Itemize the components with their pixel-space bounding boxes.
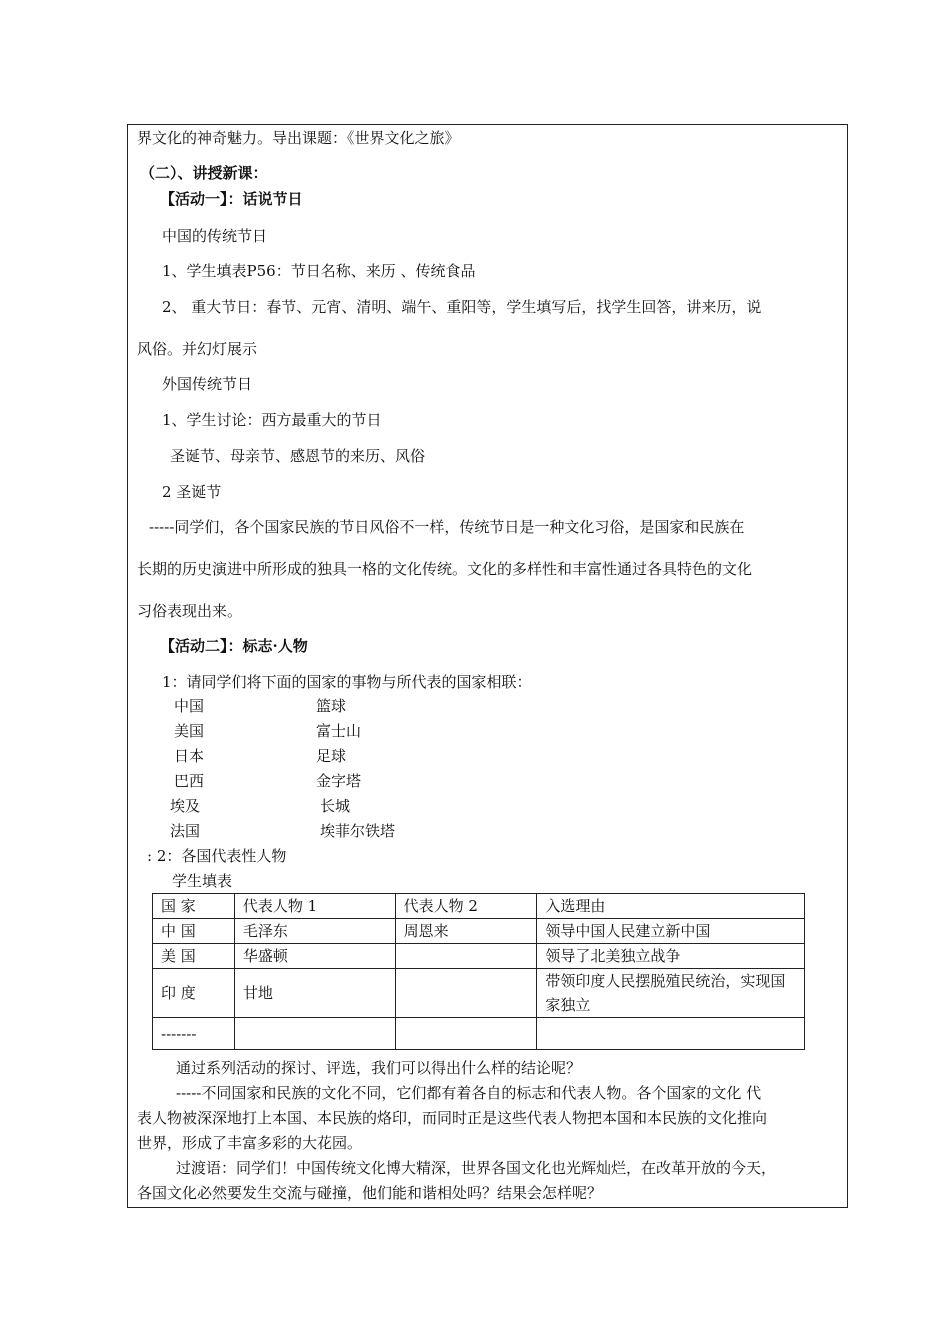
table-cell (537, 1018, 805, 1050)
table-cell: 周恩来 (395, 919, 537, 944)
table-cell: 中 国 (153, 919, 235, 944)
activity-heading: 【活动一】：话说节日 (160, 190, 303, 208)
match-country: 中国 (174, 697, 205, 715)
table-cell (234, 1018, 395, 1050)
match-item: 篮球 (316, 697, 347, 715)
match-country: 埃及 (170, 797, 201, 815)
section-heading: （二）、讲授新课： (140, 164, 268, 182)
table-header-cell: 代表人物 1 (234, 894, 395, 919)
text-line: 世界，形成了丰富多彩的大花园。 (137, 1134, 363, 1152)
table-header-row (153, 894, 805, 919)
text-line: 外国传统节日 (162, 375, 253, 393)
match-item: 金字塔 (316, 772, 362, 790)
table-cell (395, 1018, 537, 1050)
table-cell: 带领印度人民摆脱殖民统治，实现国家独立 (537, 969, 805, 1018)
match-country: 日本 (174, 747, 205, 765)
table-row (153, 919, 805, 944)
text-line: 1：请同学们将下面的国家的事物与所代表的国家相联： (162, 673, 532, 691)
table-cell: 领导中国人民建立新中国 (537, 919, 805, 944)
text-line: 习俗表现出来。 (137, 602, 243, 620)
text-line: 风俗。并幻灯展示 (137, 340, 258, 358)
table-cell: 印 度 (153, 969, 235, 1018)
table-cell: ------- (153, 1018, 235, 1050)
table-row (153, 944, 805, 969)
table-cell: 华盛顿 (234, 944, 395, 969)
table-cell: 毛泽东 (234, 919, 395, 944)
text-line: 长期的历史演进中所形成的独具一格的文化传统。文化的多样性和丰富性通过各具特色的文化 (137, 560, 753, 578)
match-country: 巴西 (174, 772, 205, 790)
table-header-cell: 国 家 (153, 894, 235, 919)
text-line: 中国的传统节日 (162, 227, 268, 245)
text-line: -----同学们，各个国家民族的节日风俗不一样，传统节日是一种文化习俗，是国家和民族在 (149, 518, 745, 536)
table-cell: 美 国 (153, 944, 235, 969)
table-row (153, 1018, 805, 1050)
table-cell: 领导了北美独立战争 (537, 944, 805, 969)
table-header-cell: 代表人物 2 (395, 894, 537, 919)
text-line: 圣诞节、母亲节、感恩节的来历、风俗 (170, 447, 426, 465)
text-line: 表人物被深深地打上本国、本民族的烙印，而同时正是这些代表人物把本国和本民族的文化推向 (137, 1109, 768, 1127)
match-item: 足球 (316, 747, 347, 765)
text-line: 界文化的神奇魅力。导出课题：《世界文化之旅》 (137, 129, 460, 147)
match-item: 长城 (320, 797, 351, 815)
text-line: 通过系列活动的探讨、评选，我们可以得出什么样的结论呢？ (176, 1059, 582, 1077)
text-line: 1、学生讨论：西方最重大的节日 (162, 411, 382, 429)
table-cell (395, 944, 537, 969)
text-line: 2 圣诞节 (162, 483, 222, 501)
text-line: 学生填表 (172, 872, 233, 890)
text-line: 2、 重大节日：春节、元宵、清明、端午、重阳等，学生填写后，找学生回答，讲来历，说 (162, 298, 762, 316)
match-item: 埃菲尔铁塔 (320, 822, 396, 840)
text-line: 各国文化必然要发生交流与碰撞，他们能和谐相处吗？结果会怎样呢？ (137, 1184, 603, 1202)
text-line: : 2：各国代表性人物 (147, 847, 287, 865)
match-country: 美国 (174, 722, 205, 740)
table-cell: 甘地 (234, 969, 395, 1018)
match-country: 法国 (170, 822, 201, 840)
activity-heading: 【活动二】：标志·人物 (160, 637, 308, 655)
match-item: 富士山 (316, 722, 362, 740)
table-cell (395, 969, 537, 1018)
table-row (153, 969, 805, 1018)
table-header-cell: 入选理由 (537, 894, 805, 919)
representative-figures-table (152, 893, 805, 1050)
text-line: -----不同国家和民族的文化不同，它们都有着各自的标志和代表人物。各个国家的文化 代 (176, 1084, 762, 1102)
text-line: 过渡语：同学们！中国传统文化博大精深，世界各国文化也光辉灿烂，在改革开放的今天， (176, 1159, 777, 1177)
text-line: 1、学生填表P56：节日名称、来历 、传统食品 (162, 262, 476, 280)
